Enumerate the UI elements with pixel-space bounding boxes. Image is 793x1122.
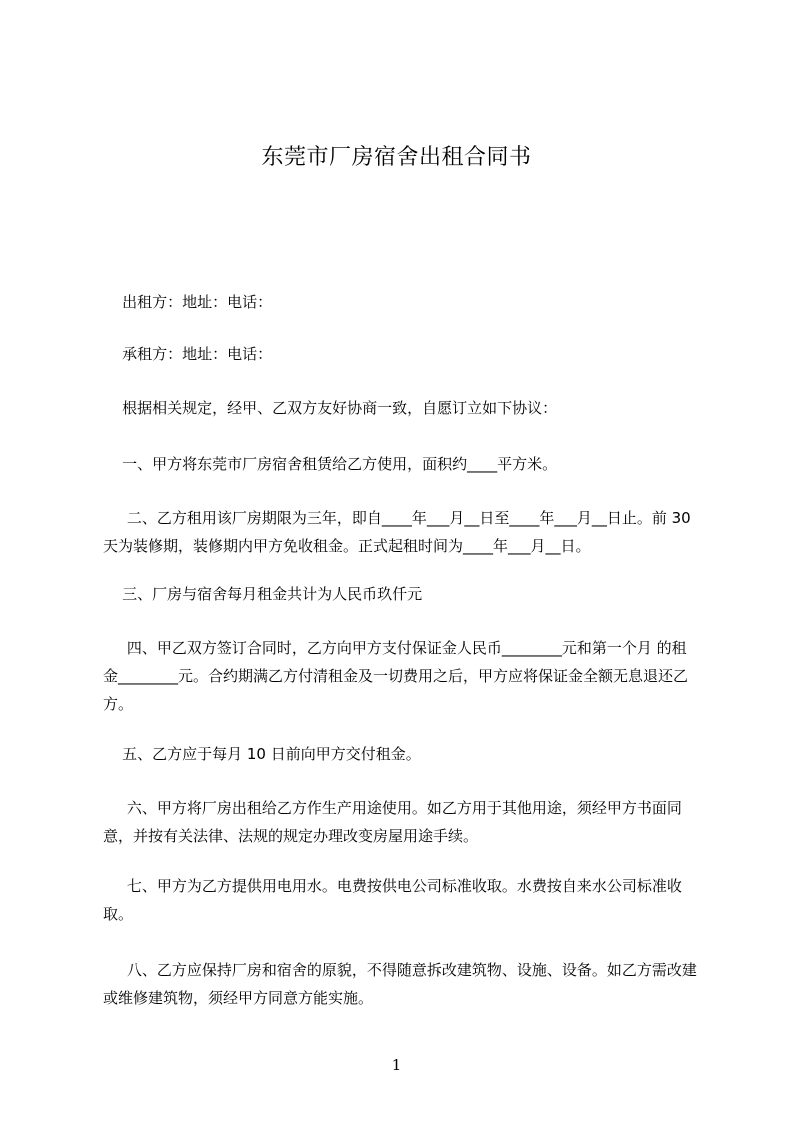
lessor-line: 出租方：地址：电话： <box>103 293 273 311</box>
clause-8: 八、乙方应保持厂房和宿舍的原貌，不得随意拆改建筑物、设施、设备。如乙方需改建或维修建筑物，须经甲方同意方能实施。 <box>103 961 697 1007</box>
clause-3: 三、厂房与宿舍每月租金共计为人民币玖仟元 <box>103 585 423 603</box>
lessee-line: 承租方：地址：电话： <box>103 345 273 363</box>
clause-4: 四、甲乙双方签订合同时，乙方向甲方支付保证金人民币________元和第一个月 的租金________元。合约期满乙方付清租金及一切费用之后，甲方应将保证金全额无息退还乙方。 <box>103 639 689 713</box>
clause-5: 五、乙方应于每月 10 日前向甲方交付租金。 <box>103 745 421 763</box>
page-title: 东莞市厂房宿舍出租合同书 <box>261 145 532 170</box>
clause-1: 一、甲方将东莞市厂房宿舍租赁给乙方使用，面积约____平方米。 <box>103 455 558 473</box>
clause-7: 七、甲方为乙方提供用电用水。电费按供电公司标准收取。水费按自来水公司标准收取。 <box>103 877 682 923</box>
clause-2: 二、乙方租用该厂房期限为三年，即自____年___月__日至____年___月__日止。前 30 天为装修期，装修期内甲方免收租金。正式起租时间为____年___月__日。 <box>103 509 696 555</box>
clause-6: 六、甲方将厂房出租给乙方作生产用途使用。如乙方用于其他用途，须经甲方书面同意，并按有关法律、法规的规定办理改变房屋用途手续。 <box>103 799 682 845</box>
preamble: 根据相关规定，经甲、乙双方友好协商一致，自愿订立如下协议： <box>103 399 558 417</box>
page-number: 1 <box>391 1056 402 1074</box>
